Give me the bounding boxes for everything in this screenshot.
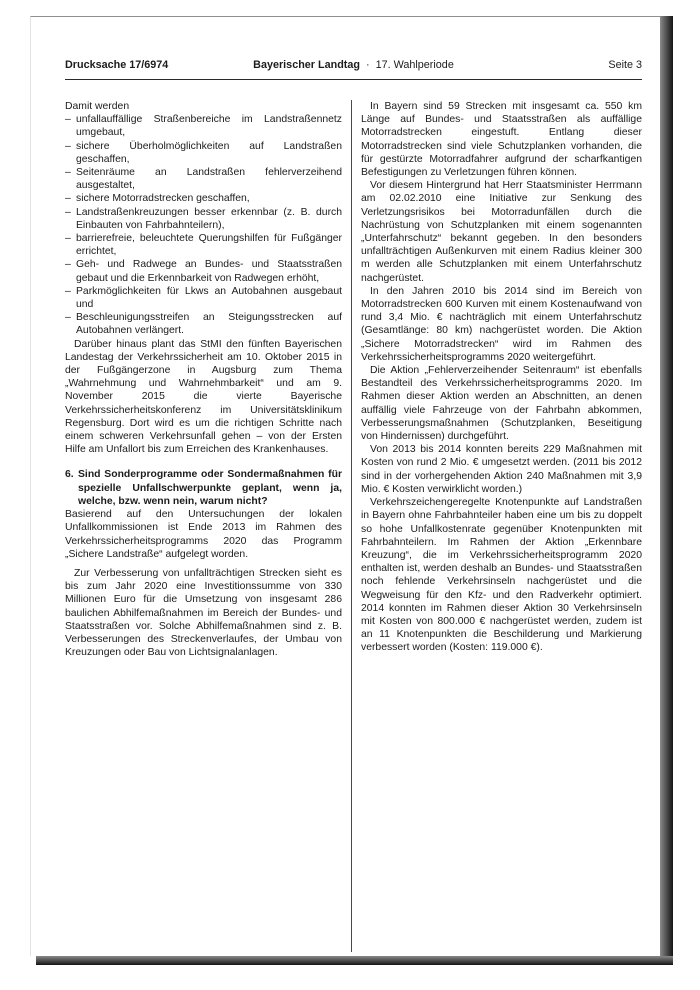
bullet-item bbox=[65, 192, 342, 205]
bullet-item bbox=[65, 258, 342, 284]
header-period: 17. Wahlperiode bbox=[375, 59, 454, 71]
bullet-text: Landstraßenkreuzungen besser erkennbar (z. B. durch Einbauten von Fahrbahnteilern), bbox=[76, 206, 342, 231]
header-doc-number: Drucksache 17/6974 bbox=[65, 59, 169, 71]
paragraph-knotenpunkte: Verkehrszeichengeregelte Knotenpunkte auf Landstraßen in Bayern ohne Fahrbahnteiler haben eine um bis zu doppelt so hohe Unfallkostenrate gegenüber Knotenpunkten mit Fahrbahnteilern. Im Rahmen der Aktion „Erkennbare Kreuzung“, die im Verkehrssicherheitsprogramm 2020 enthalten ist, werden deshalb an Bundes- und Staatsstraßen noch fehlende Verkehrsinseln nachgerüstet und die Wegweisung für den Kfz- und den Radverkehr optimiert. 2014 konnten im Rahmen dieser Aktion 30 Verkehrsinseln mit Kosten von 800.000 € nachgerüstet werden, zudem ist an 11 Knotenpunkten die Beschilderung und Markierung verbessert worden (Kosten: 119.000 €). bbox=[361, 497, 642, 654]
paragraph-motorradstrecken: In Bayern sind 59 Strecken mit insgesamt ca. 550 km Länge auf Bundes- und Staatsstraßen als auffällige Motorradstrecken eingestuft. Entlang dieser Motorradstrecken sind viele Schutzplanken vorhanden, die für gestürzte Motorradfahrer aufgrund der scharfkantigen Befestigungen zu Verletzungen führen können. bbox=[361, 101, 642, 179]
bullet-text: sichere Motorradstrecken geschaffen, bbox=[76, 193, 250, 205]
bullet-list bbox=[65, 113, 342, 337]
page-shadow-right bbox=[660, 16, 673, 965]
bullet-item bbox=[65, 285, 342, 311]
header-parliament: Bayerischer Landtag bbox=[253, 59, 360, 71]
paragraph-massnahmen-kosten: Von 2013 bis 2014 konnten bereits 229 Maßnahmen mit Kosten von rund 2 Mio. € umgesetzt werden. (2011 bis 2012 sind in der vorhergehenden Aktion 240 Maßnahmen mit 3,9 Mio. € Kosten verwirklicht worden.) bbox=[361, 444, 642, 495]
bullet-item bbox=[65, 140, 342, 166]
question-number: 6. bbox=[65, 469, 74, 481]
column-divider bbox=[351, 100, 352, 952]
bullet-text: Beschleunigungsstreifen an Steigungsstrecken auf Autobahnen verlängert. bbox=[76, 312, 342, 337]
bullet-text: barrierefreie, beleuchtete Querungshilfen für Fußgänger errichtet, bbox=[76, 233, 342, 258]
bullet-text: sichere Überholmöglichkeiten auf Landstraßen geschaffen, bbox=[76, 140, 342, 165]
left-column bbox=[65, 100, 342, 952]
bullet-marker: – bbox=[65, 193, 71, 205]
paragraph-kurven-nachruestung: In den Jahren 2010 bis 2014 sind im Bereich von Motorradstrecken 600 Kurven mit einem Kostenaufwand von rund 3,4 Mio. € nachträglich mit einem Unterfahrschutz (Gesamtlänge: 80 km) nachgerüstet worden. Die Aktion „Sichere Motorradstrecken“ wird im Rahmen des Verkehrssicherheitsprogramms 2020 weitergeführt. bbox=[361, 285, 642, 363]
paragraph-seitenraum: Die Aktion „Fehlerverzeihender Seitenraum“ ist ebenfalls Bestandteil des Verkehrssicherheitsprogramms 2020. Im Rahmen dieser Aktion werden an Abschnitten, an denen auffällig viele Fahrzeuge von der Fahrbahn abkommen, Verbesserungsmaßnahmen (Schutzplanken, Beseitigung von Hindernissen) durchgeführt. bbox=[361, 365, 642, 443]
bullet-item bbox=[65, 166, 342, 192]
paragraph-events: Darüber hinaus plant das StMI den fünften Bayerischen Landestag der Verkehrssicherheit am 10. Oktober 2015 in der Fußgängerzone in Augsburg zum Thema „Wahrnehmung und Wahrnehmbarkeit“ und am 9. November 2015 die vierte Bayerische Verkehrssicherheitskonferenz im Universitätsklinikum Regensburg. Dort wird es um die richtigen Schritte nach einem schweren Verkehrsunfall gehen – von der Ersten Hilfe am Unfallort bis zum Erreichen des Krankenhauses. bbox=[65, 338, 342, 456]
bullet-text: unfallauffällige Straßenbereiche im Landstraßennetz umgebaut, bbox=[76, 114, 342, 139]
question-text: Sind Sonderprogramme oder Sondermaßnahmen für spezielle Unfallschwerpunkte geplant, wenn ja, welche, bzw. wenn nein, warum nicht? bbox=[78, 469, 342, 507]
bullet-item bbox=[65, 311, 342, 337]
header-page-number: Seite 3 bbox=[608, 59, 642, 71]
bullet-item bbox=[65, 232, 342, 258]
bullet-text: Seitenräume an Landstraßen fehlerverzeihend ausgestaltet, bbox=[76, 167, 342, 192]
bullet-item bbox=[65, 113, 342, 139]
paragraph-verbesserung: Zur Verbesserung von unfallträchtigen Strecken sieht es bis zum Jahr 2020 eine Investitionssumme von 330 Millionen Euro für die Umsetzung von insgesamt 286 baulichen Abhilfemaßnahmen im Bereich der Bundes- und Staatsstraßen vor. Solche Abhilfemaßnahmen sind z. B. Verbesserungen des Streckenverlaufes, der Umbau von Kreuzungen oder Bau von Lichtsignalanlagen. bbox=[65, 567, 342, 659]
bullet-marker: – bbox=[65, 285, 71, 297]
bullet-marker: – bbox=[65, 206, 71, 218]
bullet-marker: – bbox=[65, 259, 71, 271]
document-page bbox=[30, 16, 660, 956]
body-columns bbox=[65, 100, 642, 952]
header-rule bbox=[65, 79, 642, 80]
header-separator: · bbox=[365, 59, 370, 71]
bullet-marker: – bbox=[65, 312, 71, 324]
question-heading bbox=[65, 468, 342, 508]
bullet-text: Parkmöglichkeiten für Lkws an Autobahnen ausgebaut und bbox=[76, 285, 342, 311]
intro-line: Damit werden bbox=[65, 101, 130, 112]
bullet-marker: – bbox=[65, 167, 71, 179]
paragraph-unterfahrschutz-initiative: Vor diesem Hintergrund hat Herr Staatsminister Herrmann am 02.02.2010 eine Initiative zur Senkung des Verletzungsrisikos bei Motorradunfällen durch die Nachrüstung von Schutzplanken mit einem sogenannten „Unterfahrschutz“ bekannt gegeben. In den besonders unfallträchtigen Außenkurven mit einem Radius kleiner 300 m werden alle Schutzplanken mit einem Unterfahrschutz nachgerüstet. bbox=[361, 180, 642, 284]
right-column bbox=[361, 100, 642, 952]
bullet-marker: – bbox=[65, 233, 71, 245]
header-title bbox=[240, 59, 467, 72]
bullet-text: Geh- und Radwege an Bundes- und Staatsstraßen gebaut und die Erkennbarkeit von Radwegen erhöht, bbox=[76, 259, 342, 284]
page-shadow-bottom bbox=[36, 956, 673, 965]
bullet-item bbox=[65, 206, 342, 232]
paragraph-basierend: Basierend auf den Untersuchungen der lokalen Unfallkommissionen ist Ende 2013 im Rahmen des Verkehrssicherheitsprogramms 2020 das Programm „Sichere Landstraße“ aufgelegt worden. bbox=[65, 509, 342, 560]
bullet-marker: – bbox=[65, 114, 71, 126]
bullet-marker: – bbox=[65, 140, 71, 152]
page-header bbox=[65, 59, 642, 72]
